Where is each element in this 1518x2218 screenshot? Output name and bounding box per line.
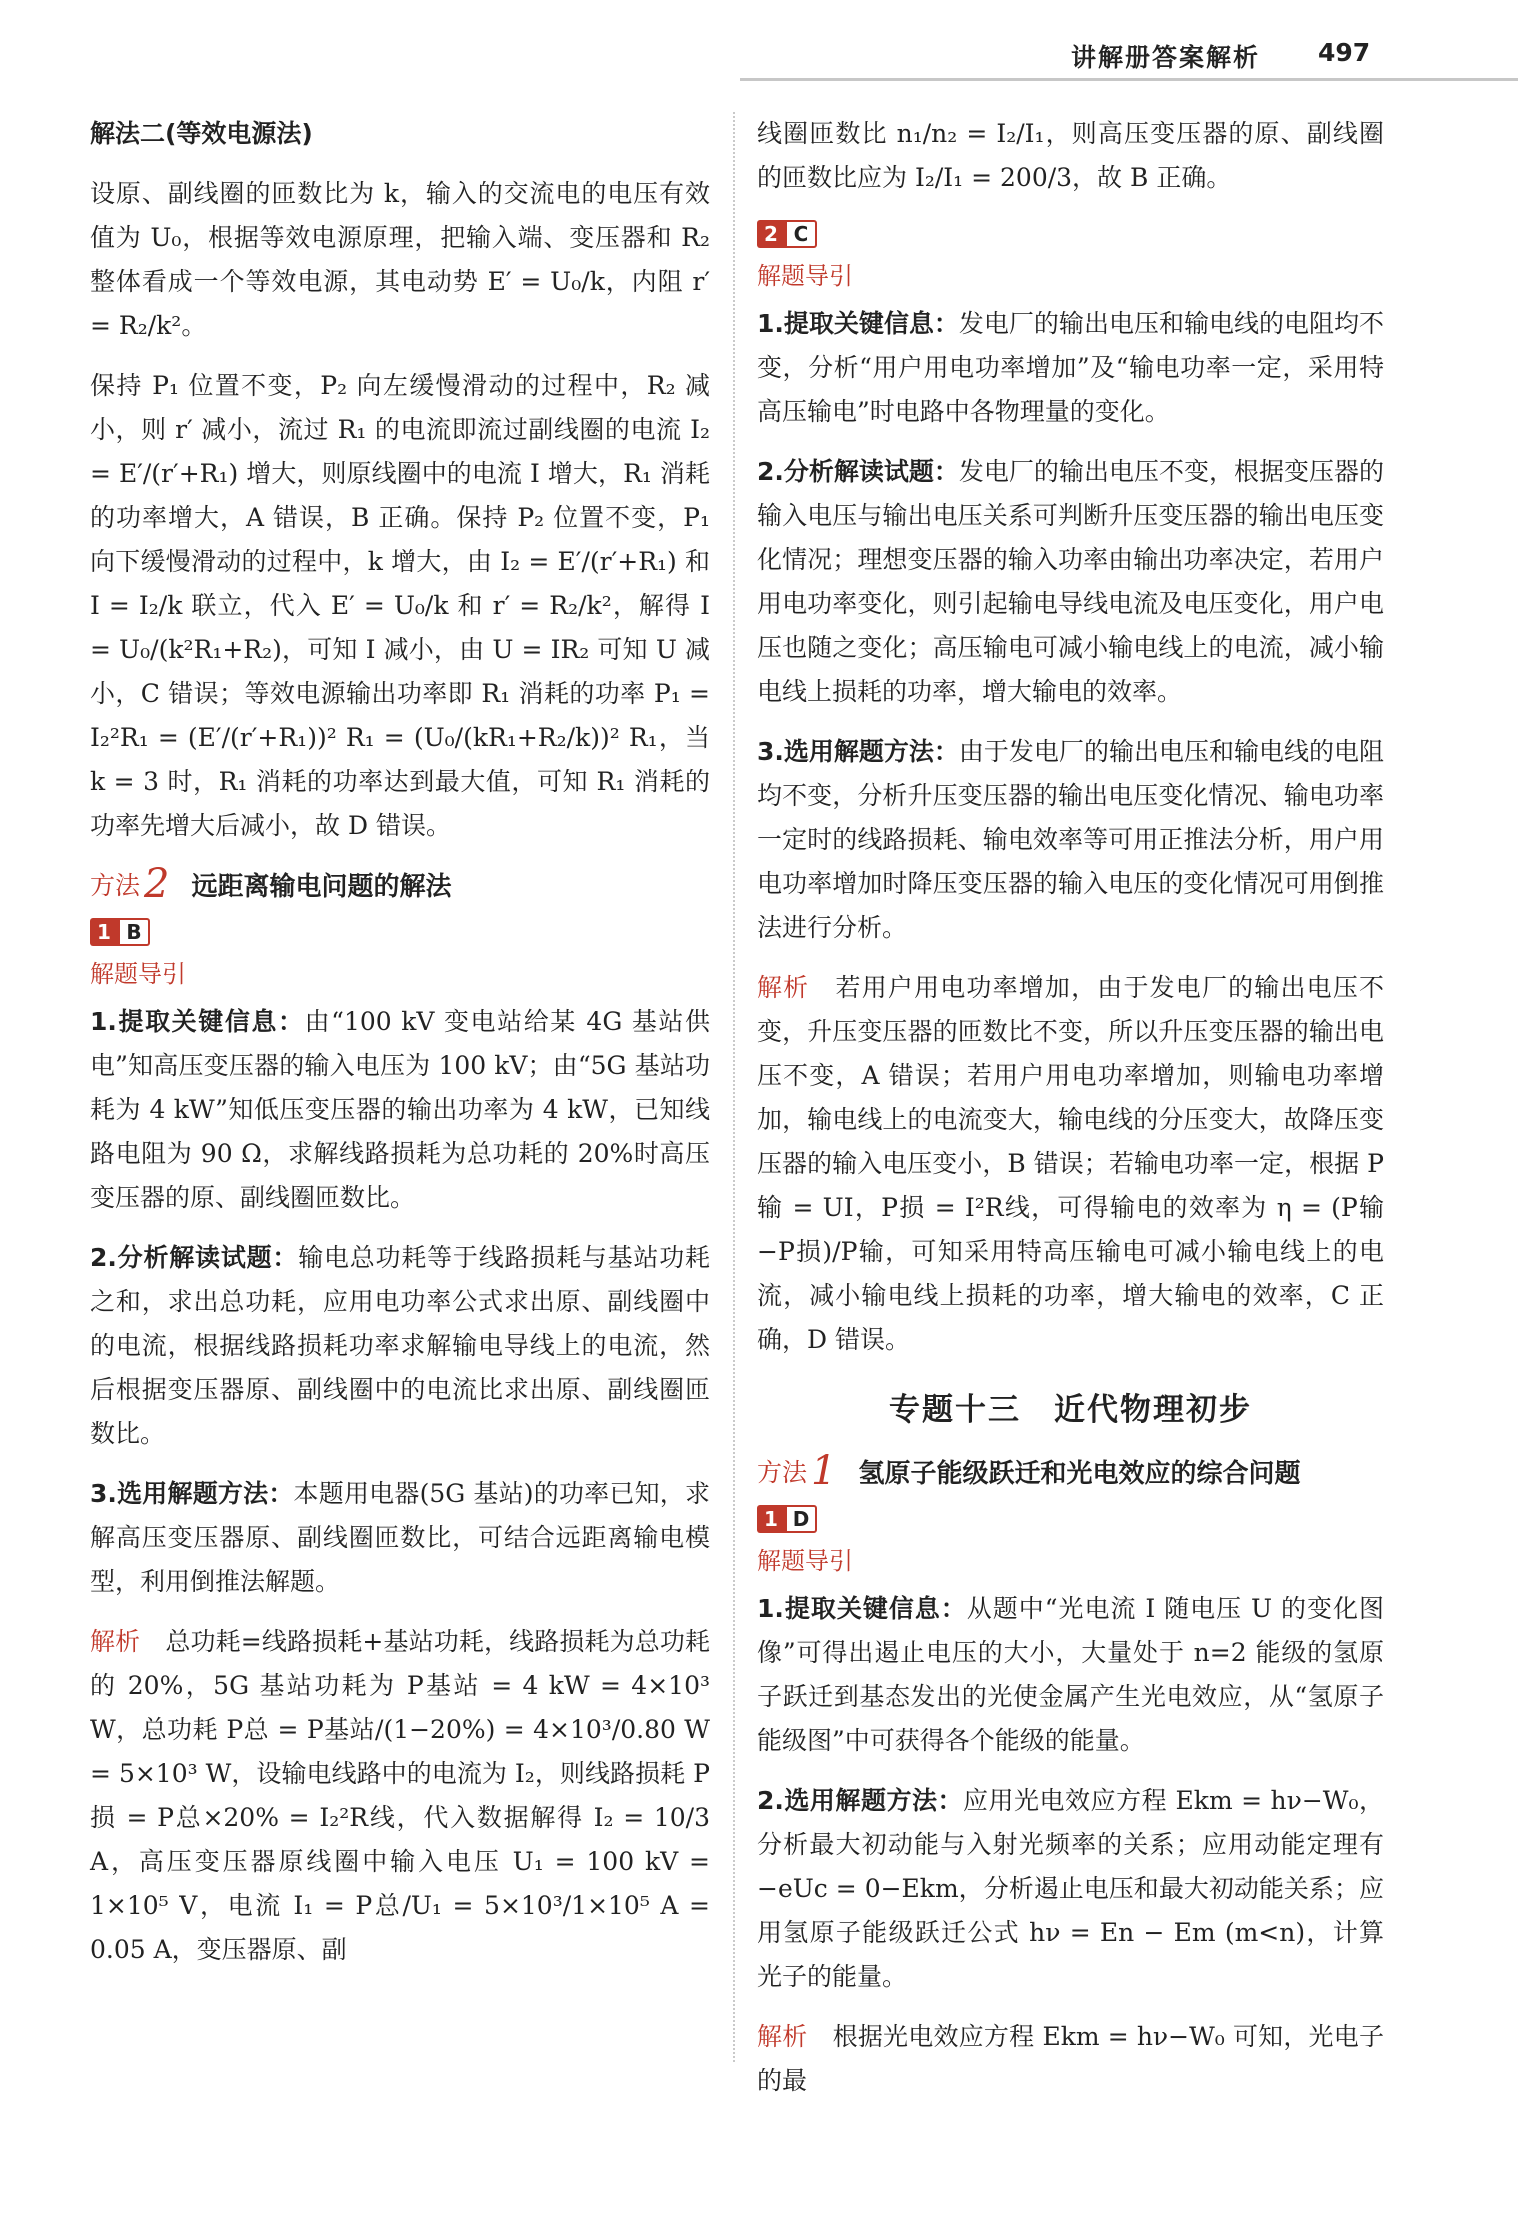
analysis — [90, 1620, 710, 1972]
guide-item-label: 2.分析解读试题： — [90, 1243, 299, 1272]
guide-title: 解题导引 — [757, 1547, 853, 1575]
guide-item-label: 3.选用解题方法： — [757, 737, 959, 766]
method-heading: 解法二(等效电源法) — [90, 119, 313, 148]
guide-item-text: 从题中“光电流 I 随电压 U 的变化图像”可得出遏止电压的大小，大量处于 n=2 能级的氢原子跃迁到基态发出的光使金属产生光电效应，从“氢原子能级图”中可获得各个能级的能量。 — [757, 1594, 1384, 1755]
guide-item-text: 本题用电器(5G 基站)的功率已知，求解高压变压器原、副线圈匝数比，可结合远距离输电模型，利用倒推法解题。 — [90, 1479, 710, 1596]
guide-item — [90, 1472, 710, 1604]
left-column — [90, 112, 710, 1988]
method-number: 1 — [811, 1448, 837, 1494]
paragraph: 保持 P₁ 位置不变，P₂ 向左缓慢滑动的过程中，R₂ 减小，则 r′ 减小，流过 R₁ 的电流即流过副线圈的电流 I₂ = E′/(r′+R₁) 增大，则原线圈中的电流 I 增大，R₁ 消耗的功率增大，A 错误，B 正确。保持 P₂ 位置不变，P₁ 向下缓慢滑动的过程中，k 增大，由 I₂ = E′/(r′+R₁) 和 I = I₂/k 联立，代入 E′ = U₀/k 和 r′ = R₂/k²，解得 I = U₀/(k²R₁+R₂)，可知 I 减小，由 U = IR₂ 可知 U 减小，C 错误；等效电源输出功率即 R₁ 消耗的功率 P₁ = I₂²R₁ = (E′/(r′+R₁))² R₁ = (U₀/(kR₁+R₂/k))² R₁，当 k = 3 时，R₁ 消耗的功率达到最大值，可知 R₁ 消耗的功率先增大后减小，故 D 错误。 — [90, 371, 710, 840]
guide-item-text: 输电总功耗等于线路损耗与基站功耗之和，求出总功耗，应用电功率公式求出原、副线圈中的电流，根据线路损耗功率求解输电导线上的电流，然后根据变压器原、副线圈中的电流比求出原、副线圈匝数比。 — [90, 1243, 710, 1448]
guide-item-label: 2.分析解读试题： — [757, 457, 959, 486]
analysis-label: 解析 — [757, 2022, 808, 2051]
guide-item-text: 发电厂的输出电压和输电线的电阻均不变，分析“用户用电功率增加”及“输电功率一定，采用特高压输电”时电路中各物理量的变化。 — [757, 309, 1384, 426]
question-number: 1 — [90, 918, 118, 946]
guide-item — [757, 1587, 1384, 1763]
question-number: 2 — [757, 220, 785, 248]
column-divider — [733, 112, 735, 2062]
answer-letter: B — [118, 918, 150, 946]
method-tag: 方法 — [90, 871, 141, 900]
method-number: 2 — [144, 861, 170, 907]
chapter-title: 专题十三 近代物理初步 — [889, 1392, 1252, 1428]
guide-item — [757, 1779, 1384, 1999]
analysis-text: 总功耗=线路损耗+基站功耗，线路损耗为总功耗的 20%，5G 基站功耗为 P基站 = 4 kW = 4×10³ W，总功耗 P总 = P基站/(1−20%) = 4×10³/0.80 W = 5×10³ W，设输电线路中的电流为 I₂，则线路损耗 P损 = P总×20% = I₂²R线，代入数据解得 I₂ = 10/3 A，高压变压器原线圈中输入电压 U₁ = 100 kV = 1×10⁵ V，电流 I₁ = P总/U₁ = 5×10³/1×10⁵ A = 0.05 A，变压器原、副 — [90, 1627, 710, 1964]
guide-item — [757, 302, 1384, 434]
guide-item-text: 发电厂的输出电压不变，根据变压器的输入电压与输出电压关系可判断升压变压器的输出电压变化情况；理想变压器的输入功率由输出功率决定，若用户用电功率变化，则引起输电导线电流及电压变化，用户电压也随之变化；高压输电可减小输电线上的电流，减小输电线上损耗的功率，增大输电的效率。 — [757, 457, 1384, 706]
method-tag: 方法 — [757, 1458, 808, 1487]
paragraph: 设原、副线圈的匝数比为 k，输入的交流电的电压有效值为 U₀，根据等效电源原理，把输入端、变压器和 R₂ 整体看成一个等效电源，其电动势 E′ = U₀/k，内阻 r′ = R₂/k²。 — [90, 179, 710, 340]
guide-item — [757, 730, 1384, 950]
analysis — [757, 2015, 1384, 2103]
question-answer-badge — [757, 1505, 817, 1533]
guide-item-label: 1.提取关键信息： — [757, 309, 959, 338]
analysis — [757, 966, 1384, 1362]
paragraph: 线圈匝数比 n₁/n₂ = I₂/I₁，则高压变压器的原、副线圈的匝数比应为 I₂/I₁ = 200/3，故 B 正确。 — [757, 119, 1384, 192]
guide-item-text: 应用光电效应方程 Ekm = hν−W₀，分析最大初动能与入射光频率的关系；应用动能定理有 −eUc = 0−Ekm，分析遏止电压和最大初动能关系；应用氢原子能级跃迁公式 hν = En − Em (m<n)，计算光子的能量。 — [757, 1786, 1384, 1991]
guide-item — [757, 450, 1384, 714]
page-header — [0, 30, 1518, 90]
guide-item-label: 1.提取关键信息： — [90, 1007, 305, 1036]
guide-item-text: 由于发电厂的输出电压和输电线的电阻均不变，分析升压变压器的输出电压变化情况、输电功率一定时的线路损耗、输电效率等可用正推法分析，用户用电功率增加时降压变压器的输入电压的变化情况可用倒推法进行分析。 — [757, 737, 1384, 942]
method-title: 氢原子能级跃迁和光电效应的综合问题 — [858, 1458, 1301, 1489]
analysis-label: 解析 — [90, 1627, 141, 1656]
answer-letter: D — [785, 1505, 817, 1533]
guide-item-label: 2.选用解题方法： — [757, 1786, 963, 1815]
analysis-label: 解析 — [757, 973, 810, 1002]
header-rule — [740, 78, 1518, 81]
method-section-heading — [90, 861, 710, 907]
guide-title: 解题导引 — [757, 262, 853, 290]
analysis-text: 若用户用电功率增加，由于发电厂的输出电压不变，升压变压器的匝数比不变，所以升压变压器的输出电压不变，A 错误；若用户用电功率增加，则输电功率增加，输电线上的电流变大，输电线的分压变大，故降压变压器的输入电压变小，B 错误；若输电功率一定，根据 P输 = UI，P损 = I²R线，可得输电的效率为 η = (P输−P损)/P输，可知采用特高压输电可减小输电线上的电流，减小输电线上损耗的功率，增大输电的效率，C 正确，D 错误。 — [757, 973, 1384, 1354]
guide-item-text: 由“100 kV 变电站给某 4G 基站供电”知高压变压器的输入电压为 100 kV；由“5G 基站功耗为 4 kW”知低压变压器的输出功率为 4 kW，已知线路电阻为 90 Ω，求解线路损耗为总功耗的 20%时高压变压器的原、副线圈匝数比。 — [90, 1007, 710, 1212]
method-section-heading — [757, 1448, 1384, 1494]
right-column — [757, 112, 1384, 2119]
page-number: 497 — [1318, 38, 1371, 67]
guide-title: 解题导引 — [90, 960, 186, 988]
question-number: 1 — [757, 1505, 785, 1533]
answer-letter: C — [785, 220, 817, 248]
book-section-title: 讲解册答案解析 — [1071, 43, 1261, 72]
guide-item — [90, 1000, 710, 1220]
question-answer-badge — [90, 918, 150, 946]
question-answer-badge — [757, 220, 817, 248]
guide-item-label: 1.提取关键信息： — [757, 1594, 967, 1623]
guide-item — [90, 1236, 710, 1456]
analysis-text: 根据光电效应方程 Ekm = hν−W₀ 可知，光电子的最 — [757, 2022, 1384, 2095]
method-title: 远距离输电问题的解法 — [191, 871, 452, 902]
guide-item-label: 3.选用解题方法： — [90, 1479, 294, 1508]
